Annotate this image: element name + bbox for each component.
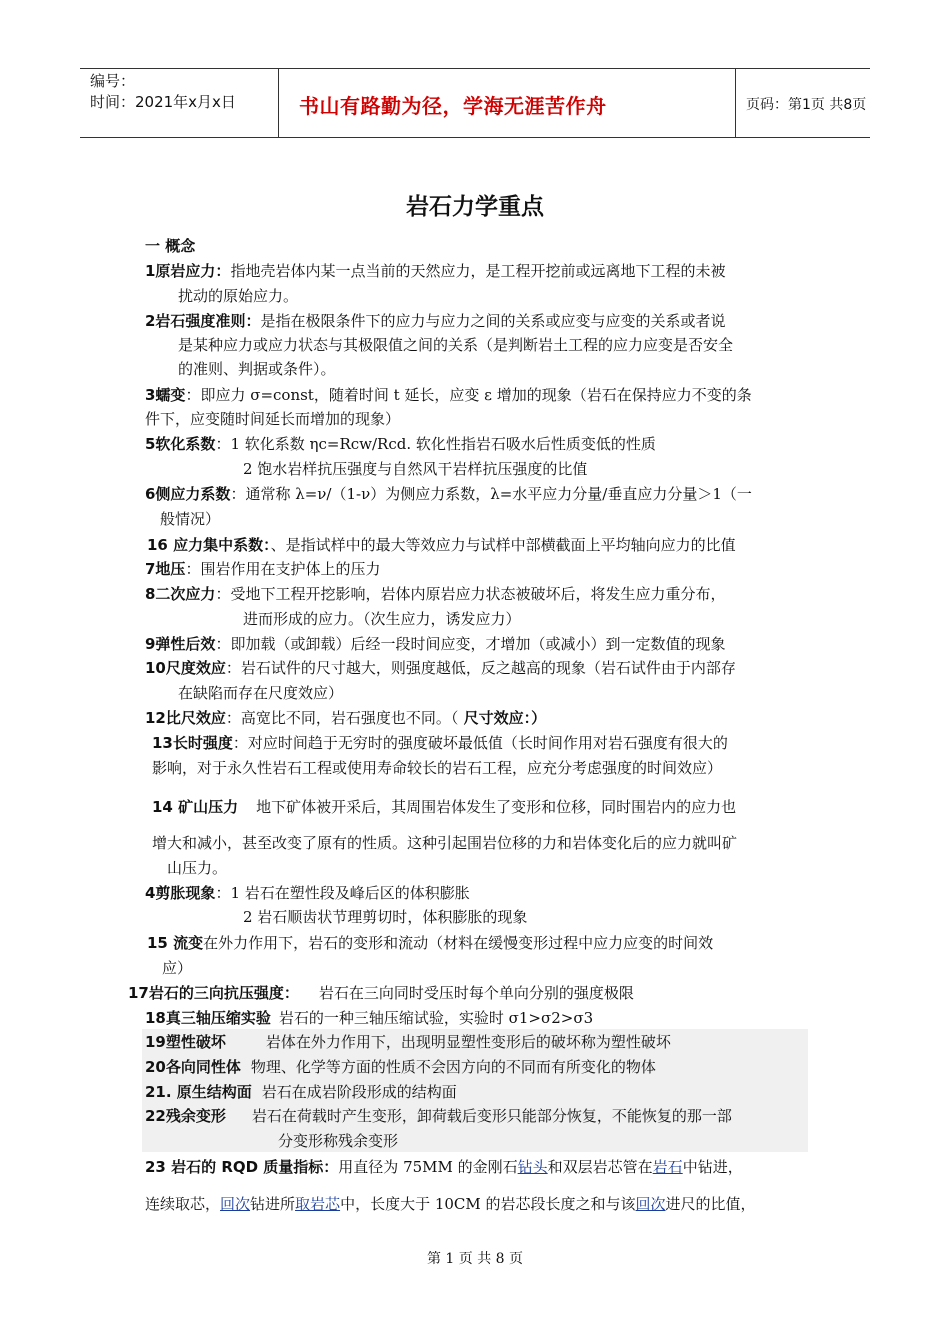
item-7: 7地压：围岩作用在支护体上的压力 [145, 560, 381, 578]
item-12: 12比尺效应：高宽比不同，岩石强度也不同。（ 尺寸效应：） [145, 709, 547, 727]
header-motto: 书山有路勤为径，学海无涯苦作舟 [299, 94, 607, 118]
link-core-sampling[interactable]: 取岩芯 [295, 1195, 341, 1213]
item-13: 13长时强度：对应时间趋于无穷时的强度破坏最低值（长时间作用对岩石强度有很大的 [152, 734, 728, 752]
item-1: 1原岩应力：指地壳岩体内某一点当前的天然应力，是工程开挖前或远离地下工程的未被 [145, 262, 726, 280]
item-9: 9弹性后效：即加载（或卸载）后经一段时间应变，才增加（或减小）到一定数值的现象 [145, 635, 726, 653]
item-3-cont: 件下，应变随时间延长而增加的现象） [145, 410, 401, 428]
item-13-cont: 影响，对于永久性岩石工程或使用寿命较长的岩石工程，应充分考虑强度的时间效应） [152, 759, 723, 777]
item-18: 18真三轴压缩实验 岩石的一种三轴压缩试验，实验时 σ1>σ2>σ3 [145, 1009, 594, 1027]
item-10-cont: 在缺陷而存在尺度效应） [178, 684, 344, 702]
item-4-cont: 2 岩石顺齿状节理剪切时，体积膨胀的现象 [243, 908, 528, 926]
item-6-cont: 般情况） [160, 510, 221, 528]
item-14-cont: 增大和减小，甚至改变了原有的性质。这种引起围岩位移的力和岩体变化后的应力就叫矿 [152, 834, 738, 852]
item-3: 3蠕变：即应力 σ=const，随着时间 t 延长，应变 ε 增加的现象（岩石在保持应力不变的条 [145, 386, 752, 404]
link-drill-bit[interactable]: 钻头 [517, 1158, 548, 1176]
item-2-cont2: 的准则、判据或条件）。 [178, 360, 336, 378]
item-2: 2岩石强度准则：是指在极限条件下的应力与应力之间的关系或应变与应变的关系或者说 [145, 312, 726, 330]
item-5-cont: 2 饱水岩样抗压强度与自然风干岩样抗压强度的比值 [243, 460, 588, 478]
page-header [80, 68, 870, 138]
item-20: 20各向同性体 物理、化学等方面的性质不会因方向的不同而有所变化的物体 [145, 1058, 656, 1076]
link-rock[interactable]: 岩石 [652, 1158, 683, 1176]
document-title: 岩石力学重点 [406, 194, 544, 220]
item-16: 16 应力集中系数：、是指试样中的最大等效应力与试样中部横截面上平均轴向应力的比值 [147, 536, 736, 554]
item-4: 4剪胀现象：1 岩石在塑性段及峰后区的体积膨胀 [145, 884, 470, 902]
item-23-cont: 连续取芯，回次钻进所取岩芯中，长度大于 10CM 的岩芯段长度之和与该回次进尺的比值， [145, 1195, 756, 1213]
link-run-2[interactable]: 回次 [635, 1195, 666, 1213]
header-page-info: 页码：第1页 共8页 [746, 97, 867, 113]
document-number-label: 编号： [90, 72, 136, 90]
document-date: 时间：2021年x月x日 [90, 93, 236, 111]
item-17: 17岩石的三向抗压强度： 岩石在三向同时受压时每个单向分别的强度极限 [128, 984, 634, 1002]
item-21: 21. 原生结构面 岩石在成岩阶段形成的结构面 [145, 1083, 457, 1101]
header-meta [80, 69, 277, 139]
item-6: 6侧应力系数：通常称 λ=ν/（1-ν）为侧应力系数，λ=水平应力分量/垂直应力分量＞1（一 [145, 485, 752, 503]
item-8-cont: 进而形成的应力。（次生应力，诱发应力） [243, 610, 521, 628]
item-14-cont2: 山压力。 [167, 859, 228, 877]
header-motto-cell [278, 69, 736, 137]
item-15: 15 流变在外力作用下，岩石的变形和流动（材料在缓慢变形过程中应力应变的时间效 [147, 934, 714, 952]
item-1-cont: 扰动的原始应力。 [178, 287, 299, 305]
header-page-cell [738, 69, 870, 137]
item-19: 19塑性破坏 岩体在外力作用下，出现明显塑性变形后的破坏称为塑性破坏 [145, 1033, 671, 1051]
item-22: 22残余变形 岩石在荷载时产生变形，卸荷载后变形只能部分恢复，不能恢复的那一部 [145, 1107, 732, 1125]
item-14: 14 矿山压力 地下矿体被开采后，其周围岩体发生了变形和位移，同时围岩内的应力也 [152, 798, 737, 816]
section-heading: 一 概念 [145, 237, 196, 255]
link-run[interactable]: 回次 [220, 1195, 251, 1213]
item-23: 23 岩石的 RQD 质量指标：用直径为 75MM 的金刚石钻头和双层岩芯管在岩石中钻进， [145, 1158, 743, 1176]
item-2-cont: 是某种应力或应力状态与其极限值之间的关系（是判断岩土工程的应力应变是否安全 [178, 336, 734, 354]
item-8: 8二次应力：受地下工程开挖影响，岩体内原岩应力状态被破坏后，将发生应力重分布， [145, 585, 726, 603]
page-footer: 第 1 页 共 8 页 [426, 1251, 524, 1267]
item-5: 5软化系数：1 软化系数 ηc=Rcw/Rcd. 软化性指岩石吸水后性质变低的性质 [145, 435, 656, 453]
item-22-cont: 分变形称残余变形 [278, 1132, 399, 1150]
item-15-cont: 应） [162, 959, 193, 977]
item-10: 10尺度效应：岩石试件的尺寸越大，则强度越低，反之越高的现象（岩石试件由于内部存 [145, 659, 736, 677]
